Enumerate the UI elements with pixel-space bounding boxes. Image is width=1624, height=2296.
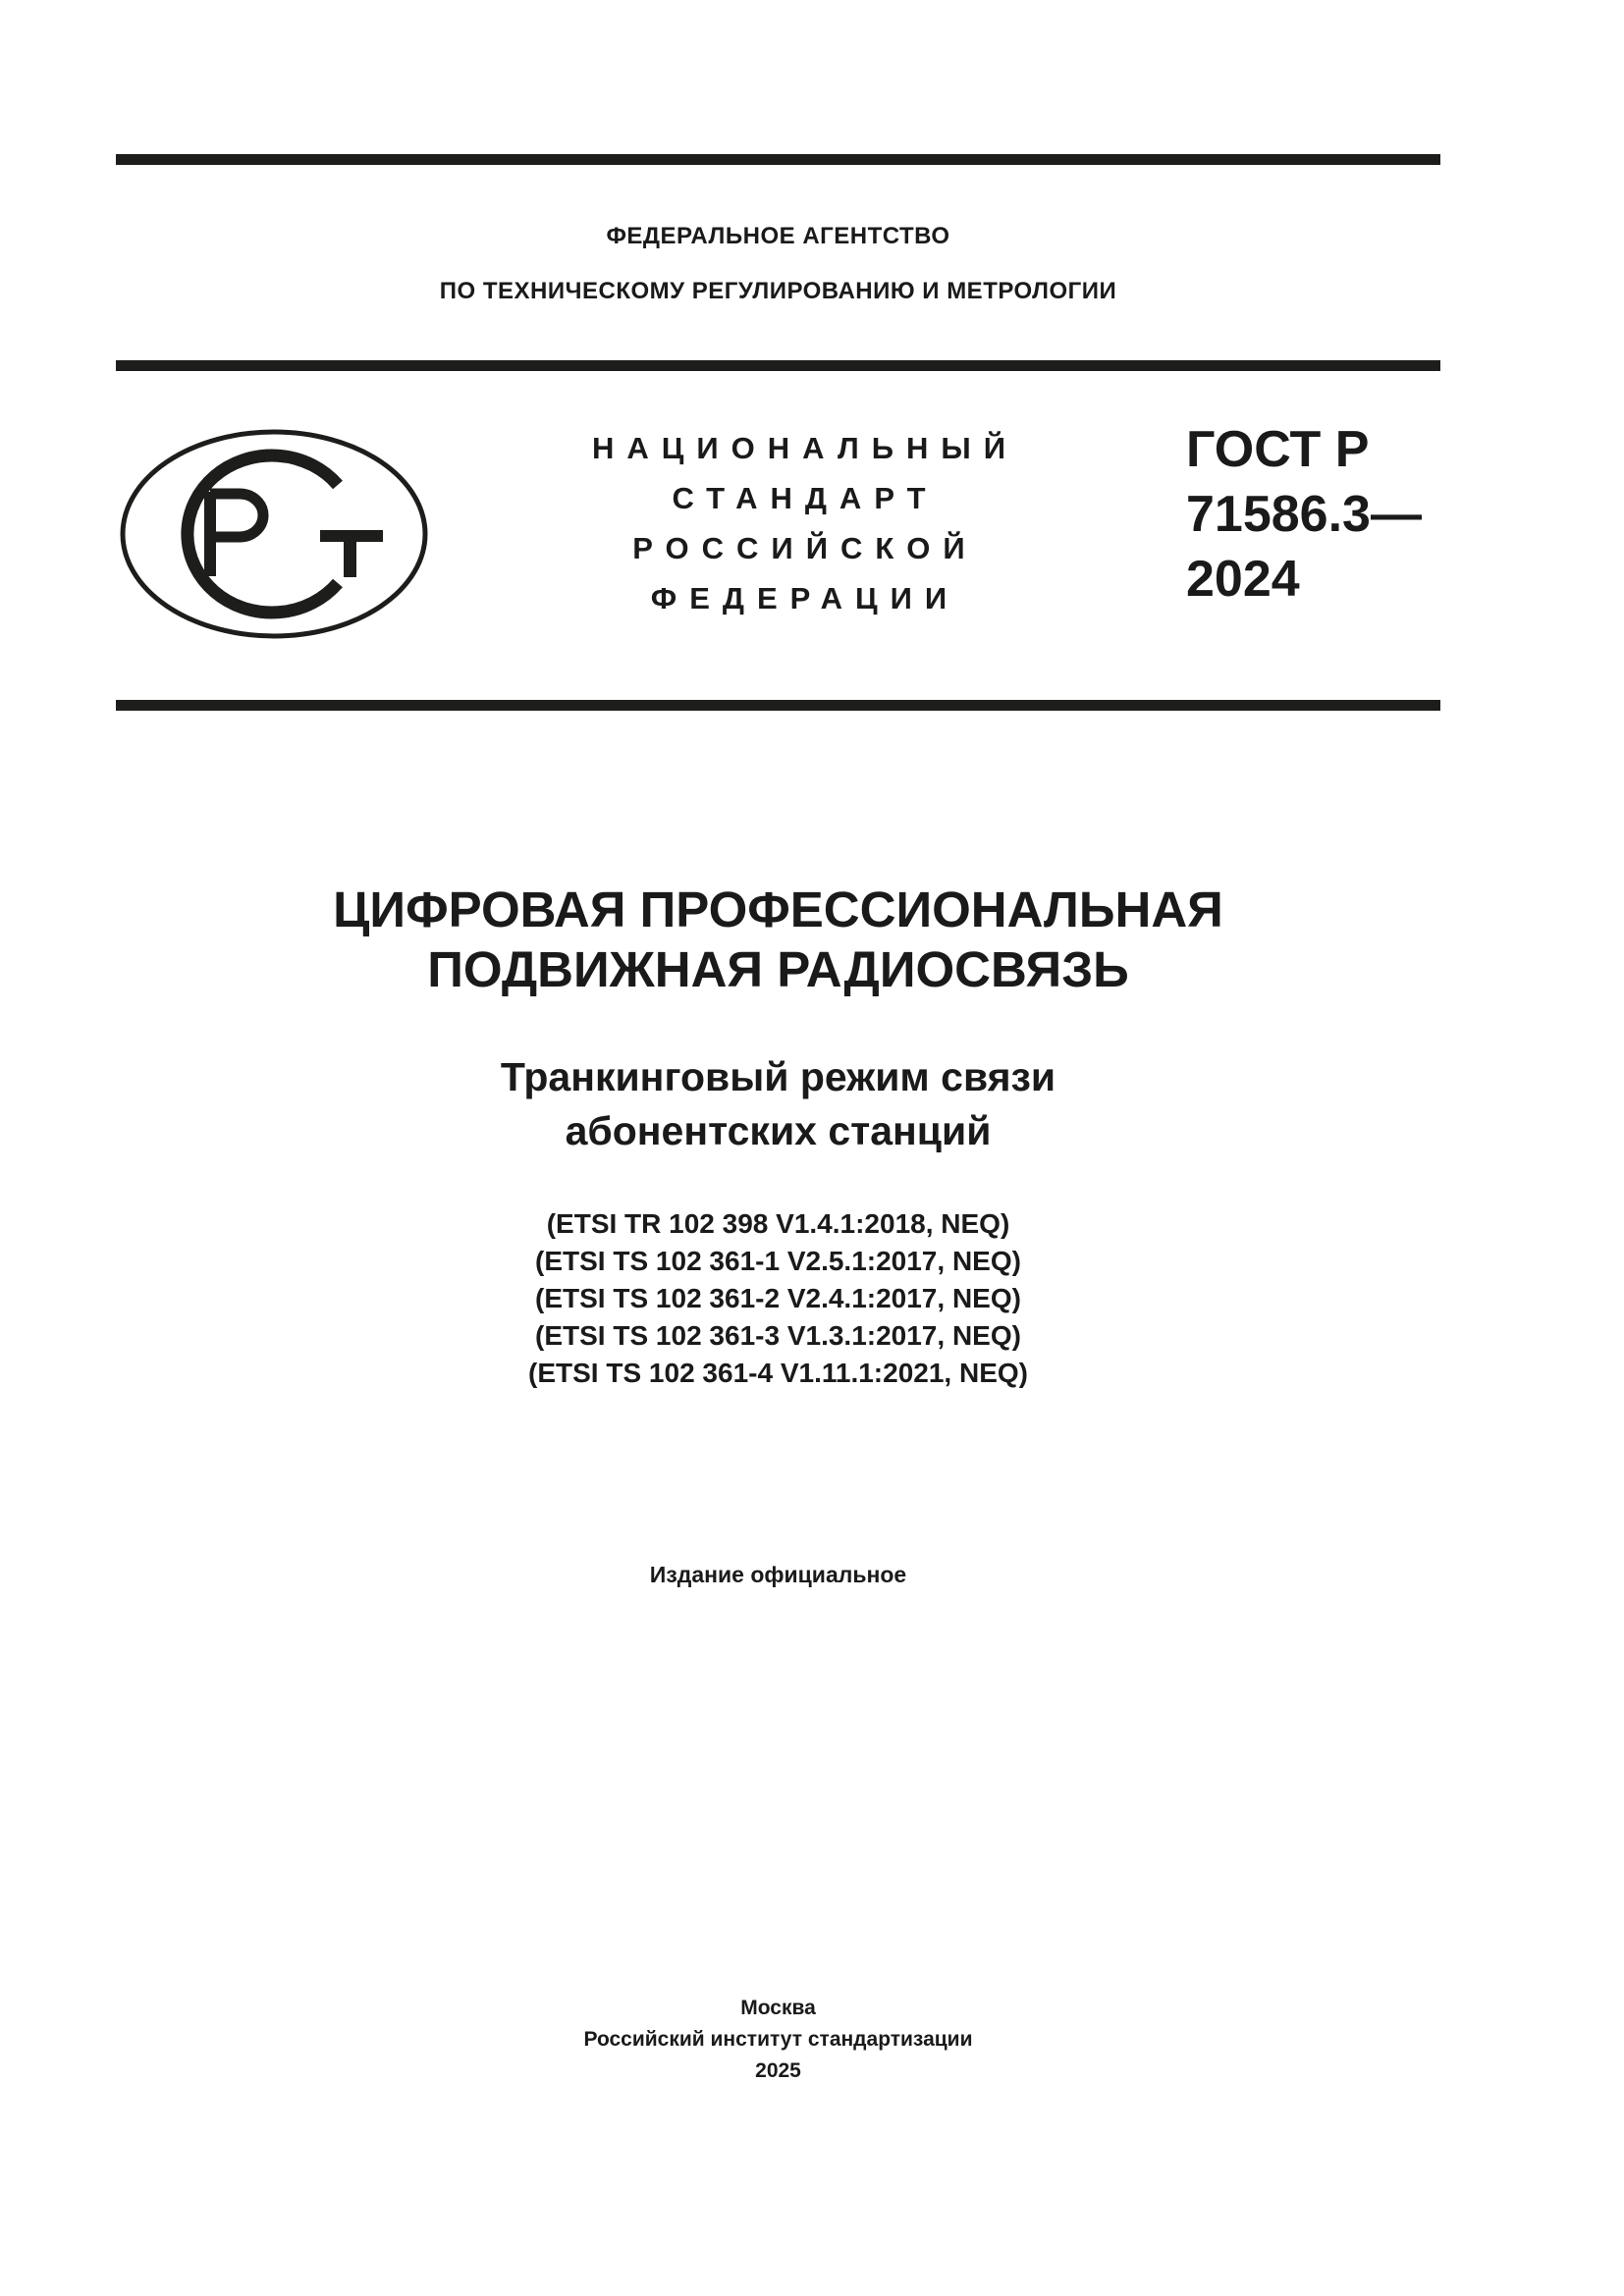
standard-type-block <box>569 423 1041 623</box>
document-subtitle <box>116 1050 1440 1158</box>
reference-standard: (ETSI TS 102 361-3 V1.3.1:2017, NEQ) <box>535 1320 1021 1351</box>
standard-designation <box>1186 417 1441 612</box>
standard-type-line: РОССИЙСКОЙ <box>632 531 978 565</box>
reference-standard: (ETSI TS 102 361-2 V2.4.1:2017, NEQ) <box>535 1283 1021 1313</box>
rst-conformity-mark-logo <box>120 429 428 639</box>
reference-standard: (ETSI TS 102 361-4 V1.11.1:2021, NEQ) <box>528 1358 1028 1388</box>
agency-name-line-1: ФЕДЕРАЛЬНОЕ АГЕНТСТВО <box>606 223 950 249</box>
top-divider <box>116 154 1440 165</box>
designation-line: ГОСТ Р <box>1186 421 1370 478</box>
designation-line: 71586.3— <box>1186 486 1422 543</box>
publisher-imprint <box>116 1993 1440 2087</box>
standard-type-line: НАЦИОНАЛЬНЫЙ <box>591 431 1019 465</box>
subtitle-line: абонентских станций <box>565 1108 992 1153</box>
imprint-city: Москва <box>740 1997 816 2019</box>
standard-type-line: СТАНДАРТ <box>672 481 939 515</box>
header-divider <box>116 360 1440 371</box>
imprint-publisher: Российский институт стандартизации <box>583 2028 973 2051</box>
document-title <box>116 880 1440 999</box>
edition-note: Издание официальное <box>649 1562 907 1587</box>
subtitle-line: Транкинговый режим связи <box>500 1054 1056 1099</box>
agency-name-line-2: ПО ТЕХНИЧЕСКОМУ РЕГУЛИРОВАНИЮ И МЕТРОЛОГИИ <box>439 278 1117 304</box>
title-divider <box>116 700 1440 711</box>
title-line: ЦИФРОВАЯ ПРОФЕССИОНАЛЬНАЯ <box>333 881 1223 937</box>
imprint-year: 2025 <box>755 2059 801 2082</box>
reference-standards-list <box>116 1205 1440 1392</box>
designation-line: 2024 <box>1186 551 1300 608</box>
title-line: ПОДВИЖНАЯ РАДИОСВЯЗЬ <box>427 941 1129 997</box>
standard-type-line: ФЕДЕРАЦИИ <box>650 581 960 615</box>
reference-standard: (ETSI TS 102 361-1 V2.5.1:2017, NEQ) <box>535 1246 1021 1276</box>
reference-standard: (ETSI TR 102 398 V1.4.1:2018, NEQ) <box>546 1208 1010 1239</box>
